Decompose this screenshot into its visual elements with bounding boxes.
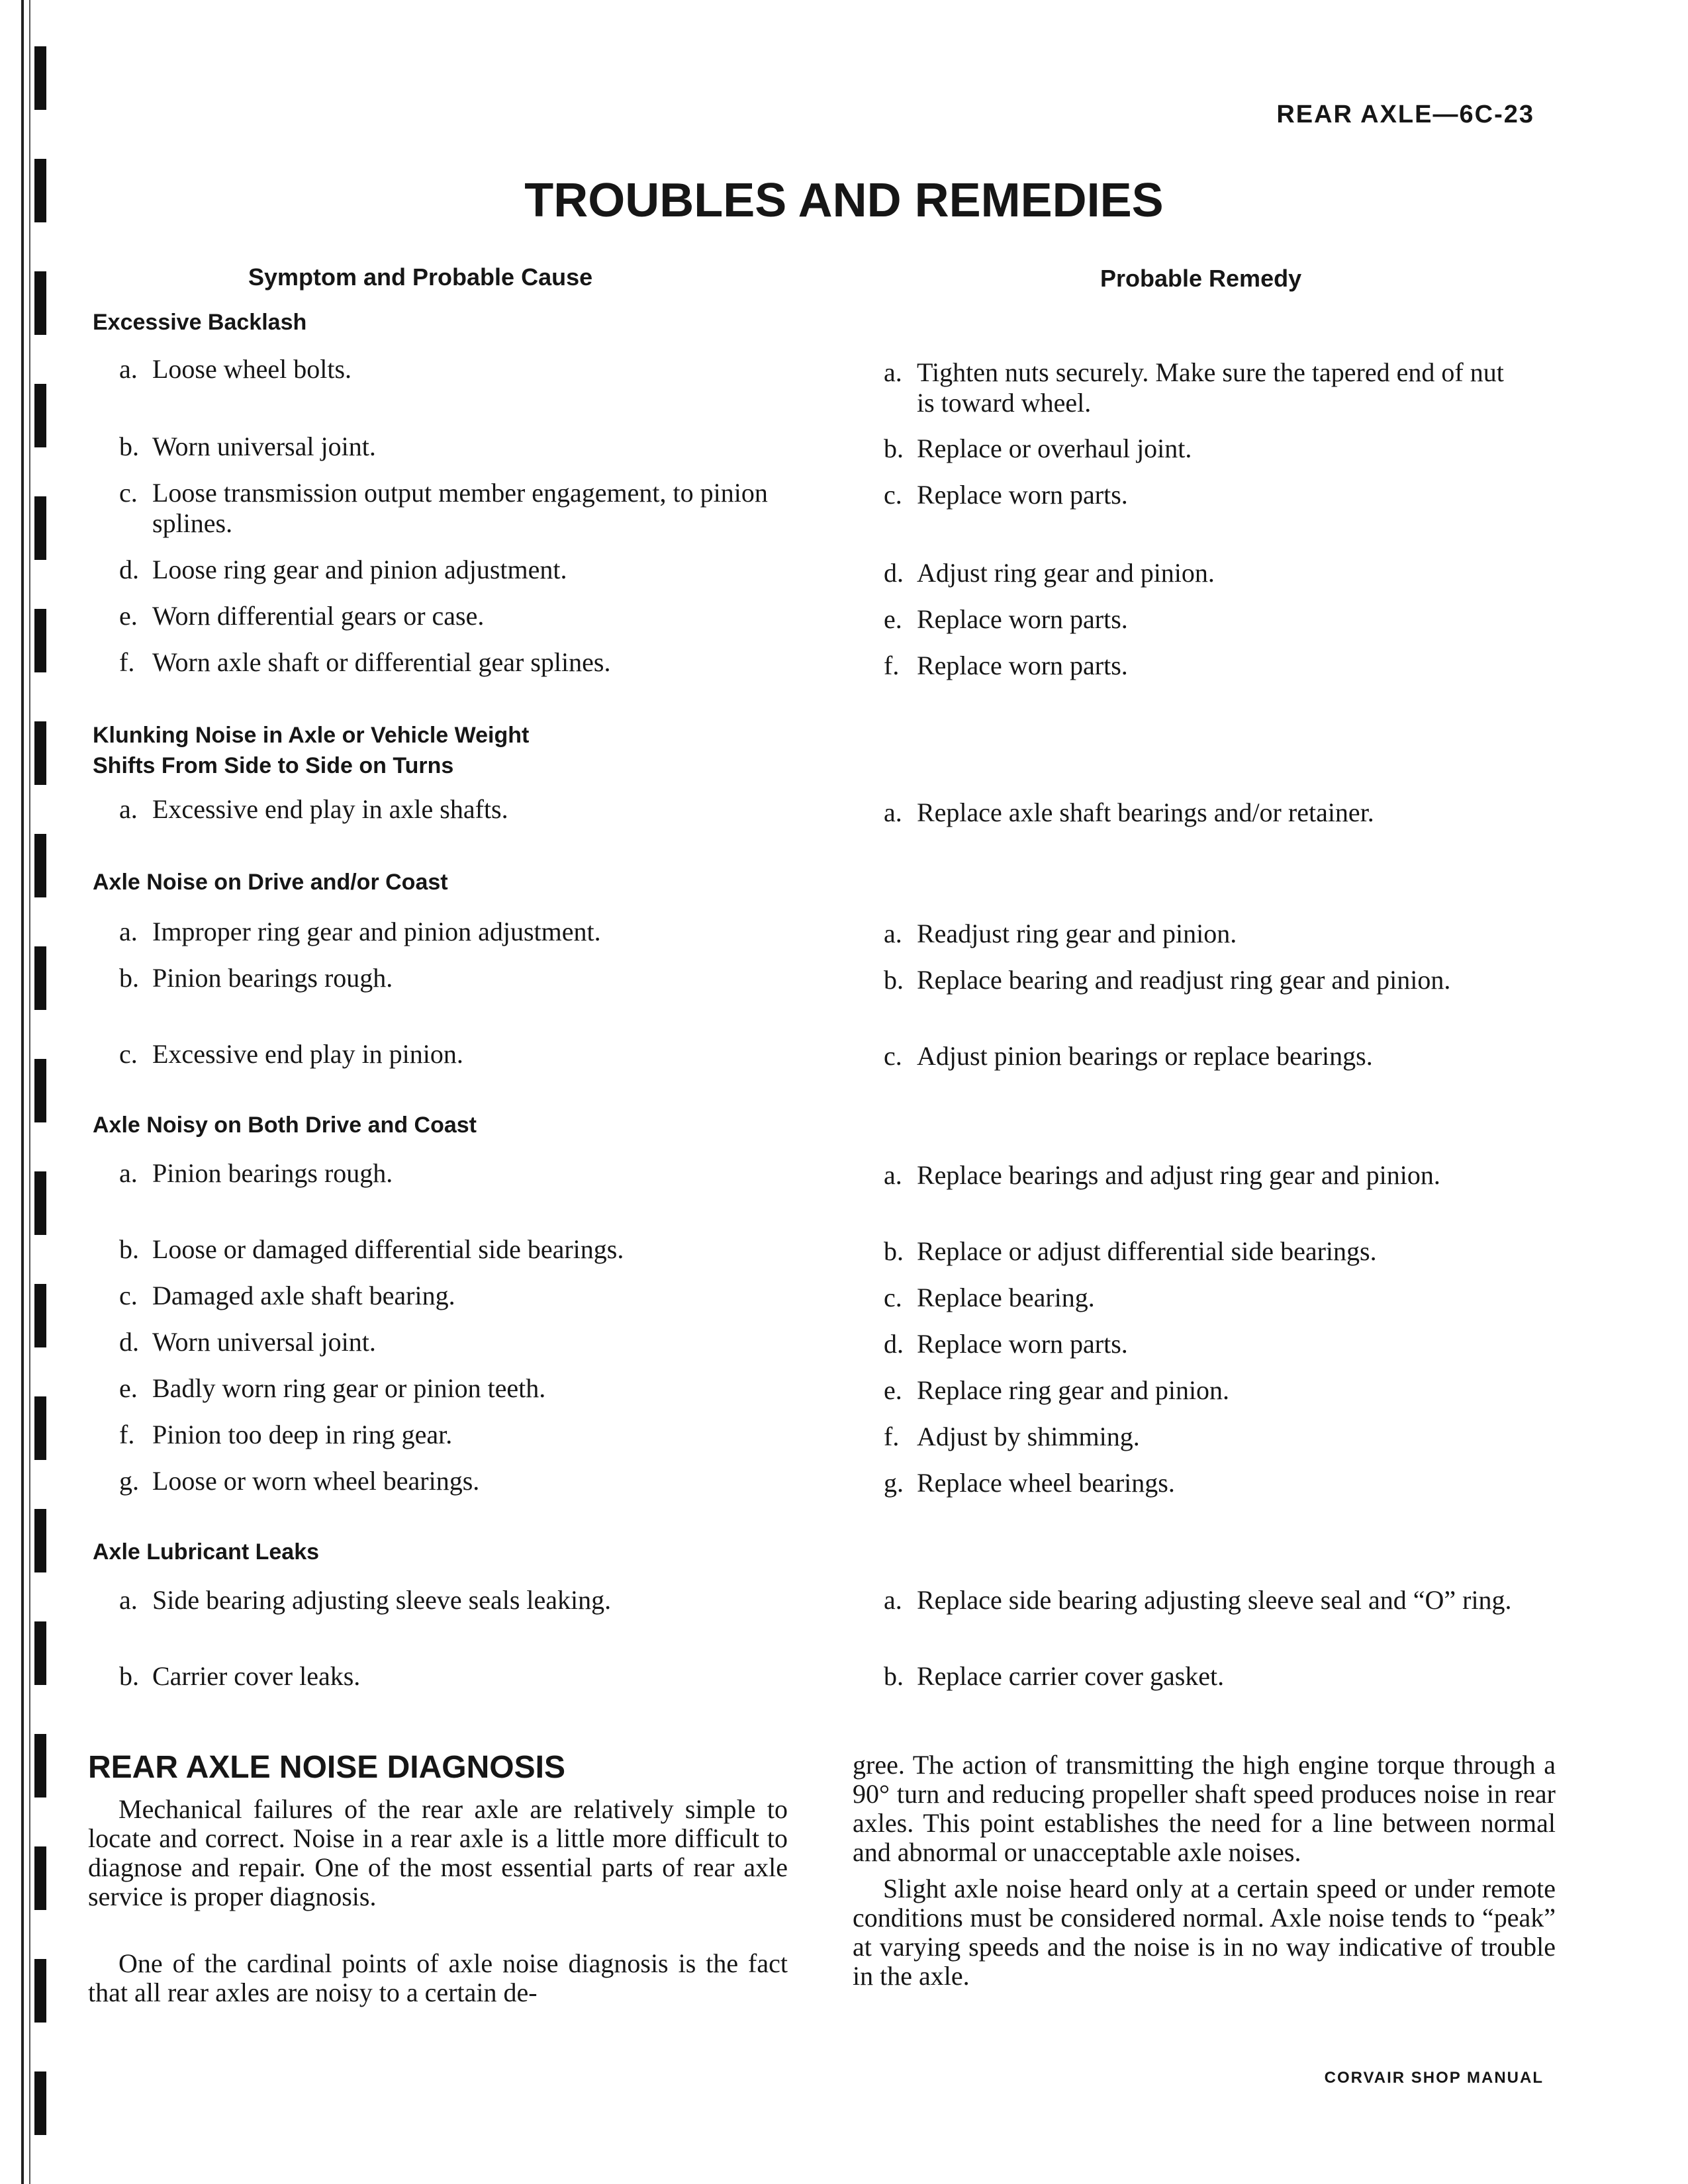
- binder-hole: [34, 1734, 46, 1797]
- item-cause: Loose or damaged differential side bearings.: [152, 1234, 624, 1264]
- item-cause: Badly worn ring gear or pinion teeth.: [152, 1373, 546, 1403]
- item-cause: Worn universal joint.: [152, 432, 376, 461]
- item-letter: f.: [119, 1420, 135, 1449]
- remedy-item: [884, 558, 1519, 588]
- item-letter: a.: [119, 1585, 138, 1615]
- column-header-remedy: Probable Remedy: [1100, 265, 1302, 292]
- symptom-item: [119, 794, 821, 825]
- remedy-item: [884, 1160, 1519, 1191]
- item-letter: a.: [884, 1160, 902, 1190]
- binder-hole: [34, 721, 46, 785]
- symptom-item: [119, 1373, 821, 1404]
- item-letter: a.: [119, 1158, 138, 1188]
- item-letter: d.: [119, 1327, 139, 1357]
- item-cause: Loose wheel bolts.: [152, 354, 352, 384]
- item-remedy: Replace worn parts.: [917, 604, 1128, 634]
- item-remedy: Replace side bearing adjusting sleeve seal and “O” ring.: [917, 1585, 1512, 1615]
- symptom-item: [119, 917, 821, 947]
- item-letter: a.: [119, 354, 138, 384]
- remedy-item: [884, 433, 1519, 464]
- binder-rule: [29, 0, 30, 2184]
- binder-hole: [34, 609, 46, 672]
- item-letter: c.: [884, 1283, 902, 1312]
- binder-hole: [34, 834, 46, 897]
- item-letter: d.: [884, 1329, 904, 1359]
- binder-hole: [34, 46, 46, 110]
- remedy-item: [884, 1468, 1519, 1498]
- binder-hole: [34, 946, 46, 1010]
- item-cause: Pinion bearings rough.: [152, 1158, 393, 1188]
- item-cause: Worn axle shaft or differential gear splines.: [152, 647, 611, 677]
- symptom-item: [119, 963, 821, 993]
- remedy-item: [884, 1585, 1519, 1615]
- page-footer: CORVAIR SHOP MANUAL: [1324, 2069, 1544, 2087]
- item-letter: b.: [884, 1236, 904, 1266]
- remedy-item: [884, 1375, 1519, 1406]
- section-title: Axle Lubricant Leaks: [93, 1539, 320, 1565]
- item-letter: a.: [119, 917, 138, 946]
- section-title: Klunking Noise in Axle or Vehicle Weight Shifts From Side to Side on Turns: [93, 723, 530, 778]
- symptom-item: [119, 1466, 821, 1496]
- remedy-item: [884, 1422, 1519, 1452]
- item-letter: g.: [884, 1468, 904, 1498]
- remedy-item: [884, 919, 1519, 949]
- item-remedy: Adjust by shimming.: [917, 1422, 1140, 1451]
- item-cause: Loose ring gear and pinion adjustment.: [152, 555, 567, 584]
- item-remedy: Adjust ring gear and pinion.: [917, 558, 1215, 588]
- item-letter: b.: [119, 1234, 139, 1264]
- item-cause: Loose or worn wheel bearings.: [152, 1466, 480, 1496]
- symptom-item: [119, 1158, 821, 1189]
- remedy-item: [884, 480, 1519, 510]
- item-cause: Carrier cover leaks.: [152, 1661, 361, 1691]
- symptom-item: [119, 1234, 821, 1265]
- item-letter: c.: [884, 1041, 902, 1071]
- remedy-item: [884, 797, 1519, 828]
- section-title: Axle Noise on Drive and/or Coast: [93, 870, 448, 895]
- item-letter: d.: [884, 558, 904, 588]
- item-remedy: Readjust ring gear and pinion.: [917, 919, 1237, 948]
- item-remedy: Replace worn parts.: [917, 651, 1128, 680]
- item-letter: e.: [884, 604, 902, 634]
- item-cause: Worn differential gears or case.: [152, 601, 485, 631]
- item-remedy: Replace bearings and adjust ring gear and pinion.: [917, 1160, 1440, 1190]
- binder-hole: [34, 1059, 46, 1122]
- symptom-item: [119, 1039, 821, 1069]
- symptom-item: [119, 601, 821, 631]
- item-remedy: Replace bearing.: [917, 1283, 1095, 1312]
- item-letter: g.: [119, 1466, 139, 1496]
- item-letter: b.: [884, 433, 904, 463]
- item-cause: Excessive end play in axle shafts.: [152, 794, 508, 824]
- symptom-item: [119, 1420, 821, 1450]
- paragraph: Mechanical failures of the rear axle are relatively simple to locate and correct. Noise in a rear axle is a little more difficult to diagnose and repair. One of the most essential parts of rear axle service is proper diagnosis.: [88, 1794, 788, 1911]
- paragraph: One of the cardinal points of axle noise diagnosis is the fact that all rear axles are noisy to a certain de-: [88, 1948, 788, 2007]
- binder-hole: [34, 1959, 46, 2023]
- item-remedy: Replace bearing and readjust ring gear and pinion.: [917, 965, 1451, 995]
- item-letter: a.: [884, 357, 902, 387]
- item-remedy: Adjust pinion bearings or replace bearings.: [917, 1041, 1373, 1071]
- symptom-item: [119, 1281, 821, 1311]
- symptom-item: [119, 647, 821, 678]
- item-letter: d.: [119, 555, 139, 584]
- item-letter: c.: [884, 480, 902, 510]
- item-remedy: Replace or overhaul joint.: [917, 433, 1192, 463]
- binder-hole: [34, 384, 46, 447]
- section-heading-noise-diagnosis: REAR AXLE NOISE DIAGNOSIS: [88, 1750, 565, 1785]
- remedy-item: [884, 604, 1519, 635]
- binder-hole: [34, 1846, 46, 1910]
- column-header-symptom: Symptom and Probable Cause: [248, 263, 593, 291]
- item-letter: a.: [884, 919, 902, 948]
- binder-hole: [34, 496, 46, 560]
- item-letter: a.: [884, 797, 902, 827]
- item-letter: b.: [884, 965, 904, 995]
- symptom-item: [119, 1661, 821, 1692]
- symptom-item: [119, 354, 821, 385]
- item-letter: a.: [884, 1585, 902, 1615]
- remedy-item: [884, 651, 1519, 681]
- item-letter: a.: [119, 794, 138, 824]
- binder-hole: [34, 1621, 46, 1685]
- symptom-item: [119, 1585, 821, 1615]
- item-letter: c.: [119, 478, 138, 508]
- item-cause: Damaged axle shaft bearing.: [152, 1281, 455, 1310]
- symptom-item: [119, 1327, 821, 1357]
- item-remedy: Replace carrier cover gasket.: [917, 1661, 1225, 1691]
- section-title: Excessive Backlash: [93, 310, 307, 335]
- item-cause: Pinion bearings rough.: [152, 963, 393, 993]
- item-cause: Pinion too deep in ring gear.: [152, 1420, 453, 1449]
- binder-hole: [34, 1396, 46, 1460]
- binder-hole: [34, 2071, 46, 2135]
- item-cause: Improper ring gear and pinion adjustment.: [152, 917, 601, 946]
- item-remedy: Replace wheel bearings.: [917, 1468, 1175, 1498]
- symptom-item: [119, 432, 821, 462]
- item-letter: b.: [884, 1661, 904, 1691]
- page-title: TROUBLES AND REMEDIES: [524, 174, 1164, 227]
- binder-hole: [34, 271, 46, 335]
- symptom-item: [119, 555, 821, 585]
- item-letter: c.: [119, 1281, 138, 1310]
- item-letter: e.: [884, 1375, 902, 1405]
- remedy-item: [884, 1661, 1519, 1692]
- item-remedy: Replace axle shaft bearings and/or retainer.: [917, 797, 1374, 827]
- item-remedy: Replace ring gear and pinion.: [917, 1375, 1230, 1405]
- remedy-item: [884, 1283, 1519, 1313]
- item-letter: f.: [119, 647, 135, 677]
- item-cause: Excessive end play in pinion.: [152, 1039, 463, 1069]
- item-letter: b.: [119, 1661, 139, 1691]
- remedy-item: [884, 965, 1519, 995]
- item-cause: Side bearing adjusting sleeve seals leaking.: [152, 1585, 612, 1615]
- item-letter: e.: [119, 601, 138, 631]
- item-cause: Worn universal joint.: [152, 1327, 376, 1357]
- binder-hole: [34, 1284, 46, 1347]
- binder-hole: [34, 1171, 46, 1235]
- binder-rule: [21, 0, 24, 2184]
- binder-margin: [0, 0, 53, 2184]
- item-letter: b.: [119, 963, 139, 993]
- paragraph: gree. The action of transmitting the high engine torque through a 90° turn and reducing propeller shaft speed produces noise in rear axles. This point establishes the need for a line between normal and abnormal or unacceptable axle noises.: [853, 1750, 1556, 1867]
- remedy-item: [884, 1329, 1519, 1359]
- item-remedy: Replace or adjust differential side bearings.: [917, 1236, 1377, 1266]
- item-cause: Loose transmission output member engagement, to pinion splines.: [152, 478, 768, 538]
- section-title: Axle Noisy on Both Drive and Coast: [93, 1113, 477, 1138]
- item-letter: b.: [119, 432, 139, 461]
- item-remedy: Replace worn parts.: [917, 1329, 1128, 1359]
- item-letter: e.: [119, 1373, 138, 1403]
- page-header: REAR AXLE—6C-23: [1276, 101, 1534, 128]
- remedy-item: [884, 357, 1519, 418]
- item-letter: f.: [884, 1422, 900, 1451]
- item-remedy: Replace worn parts.: [917, 480, 1128, 510]
- item-letter: c.: [119, 1039, 138, 1069]
- item-letter: f.: [884, 651, 900, 680]
- binder-hole: [34, 1509, 46, 1572]
- remedy-item: [884, 1041, 1519, 1071]
- paragraph: Slight axle noise heard only at a certain speed or under remote conditions must be considered normal. Axle noise tends to “peak” at varying speeds and the noise is in no way indicative of trouble in the axle.: [853, 1874, 1556, 1991]
- remedy-item: [884, 1236, 1519, 1267]
- symptom-item: [119, 478, 821, 539]
- item-remedy: Tighten nuts securely. Make sure the tapered end of nut is toward wheel.: [917, 357, 1504, 418]
